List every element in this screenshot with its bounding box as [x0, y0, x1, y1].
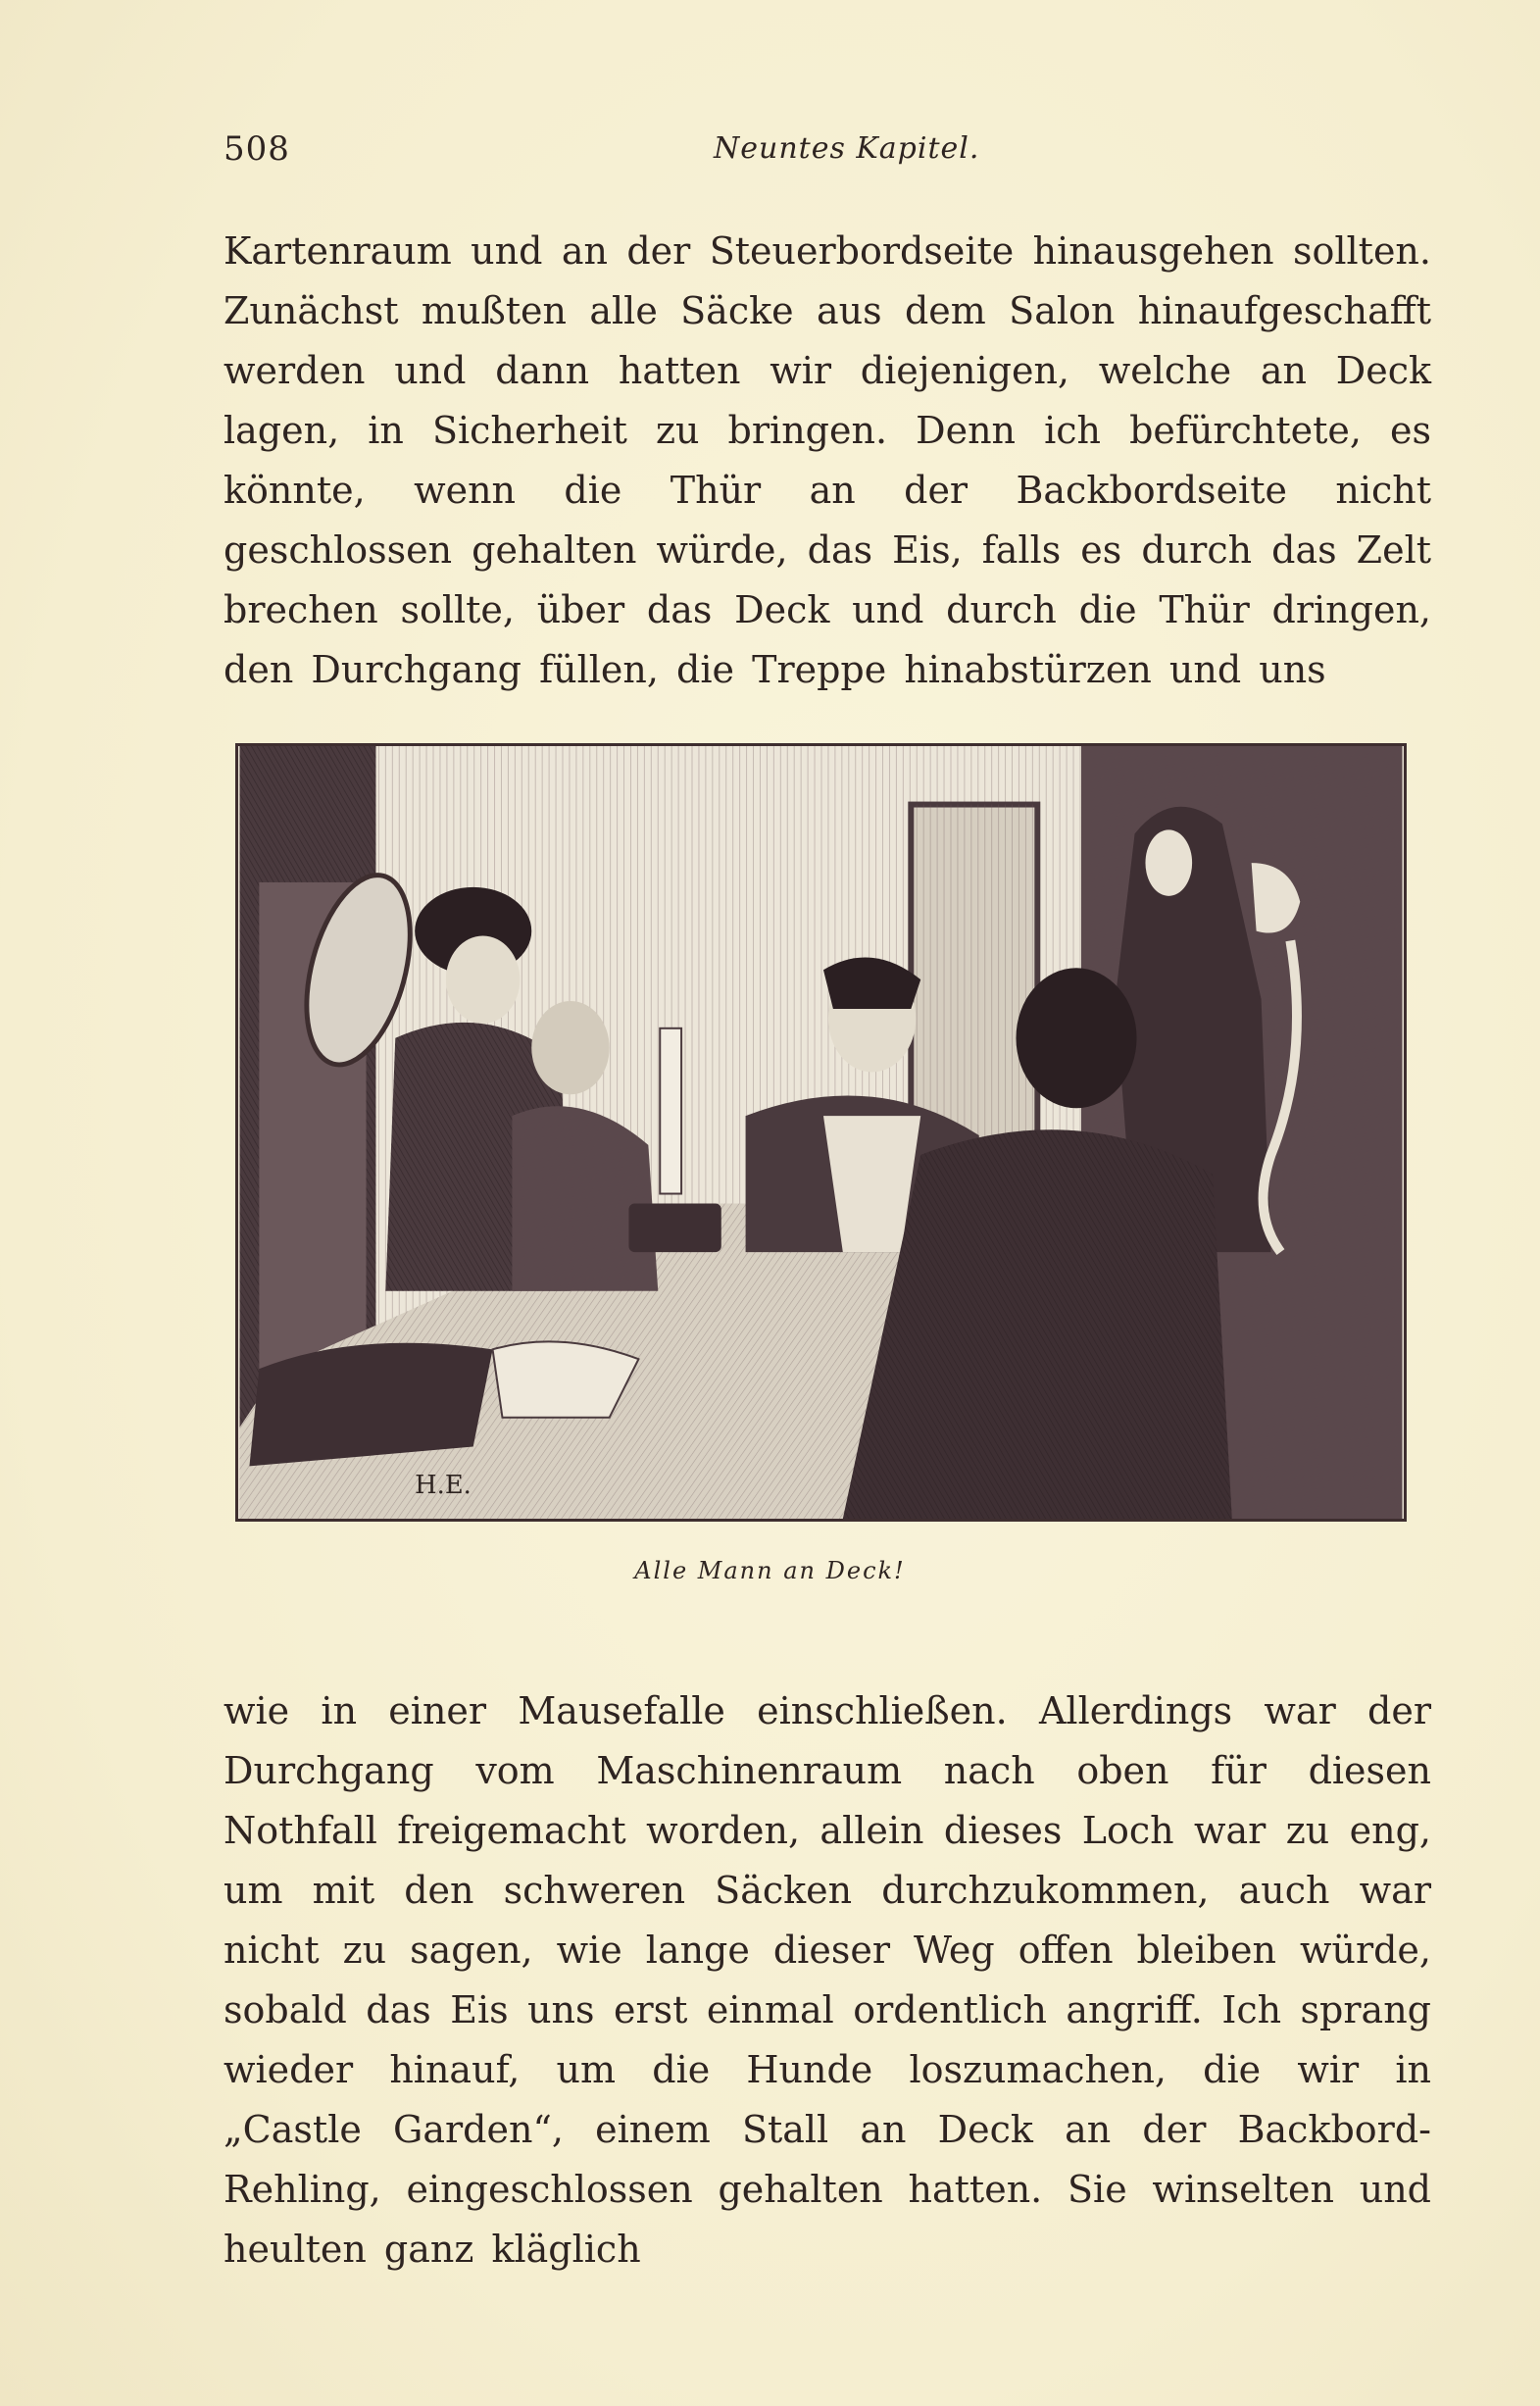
body-paragraph-bottom: wie in einer Mausefalle einschließen. Allerdings war der Durchgang vom Maschinenraum nach oben für diesen Nothfall freigemacht worden, allein dieses Loch war zu eng, um mit den schweren Säcken durchzukommen, auch war nicht zu sagen, wie lange dieser Weg offen bleiben würde, sobald das Eis uns erst einmal ordentlich angriff. Ich sprang wieder hinauf, um die Hunde loszumachen, die wir in „Castle Garden“, einem Stall an Deck an der Backbord-Rehling, eingeschlossen gehalten hatten. Sie winselten und heulten ganz kläglich	[224, 1689, 1431, 2271]
page-header	[224, 129, 1429, 178]
running-head: Neuntes Kapitel.	[714, 131, 980, 166]
figure-caption: Alle Mann an Deck!	[634, 1557, 906, 1584]
door	[911, 805, 1037, 1155]
illustration-drawing	[238, 746, 1404, 1519]
illustration	[235, 743, 1407, 1522]
page-number: 508	[224, 129, 290, 169]
body-paragraph-top: Kartenraum und an der Steuerbordseite hinausgehen sollten. Zunächst mußten alle Säcke aus dem Salon hinaufgeschafft werden und dann hatten wir diejenigen, welche an Deck lagen, in Sicherheit zu bringen. Denn ich befürchtete, es könnte, wenn die Thür an der Backbordseite nicht geschlossen gehalten würde, das Eis, falls es durch das Zelt brechen sollte, über das Deck und durch die Thür dringen, den Durchgang füllen, die Treppe hinabstürzen und uns	[224, 229, 1431, 691]
artist-monogram: H.E.	[415, 1471, 472, 1501]
